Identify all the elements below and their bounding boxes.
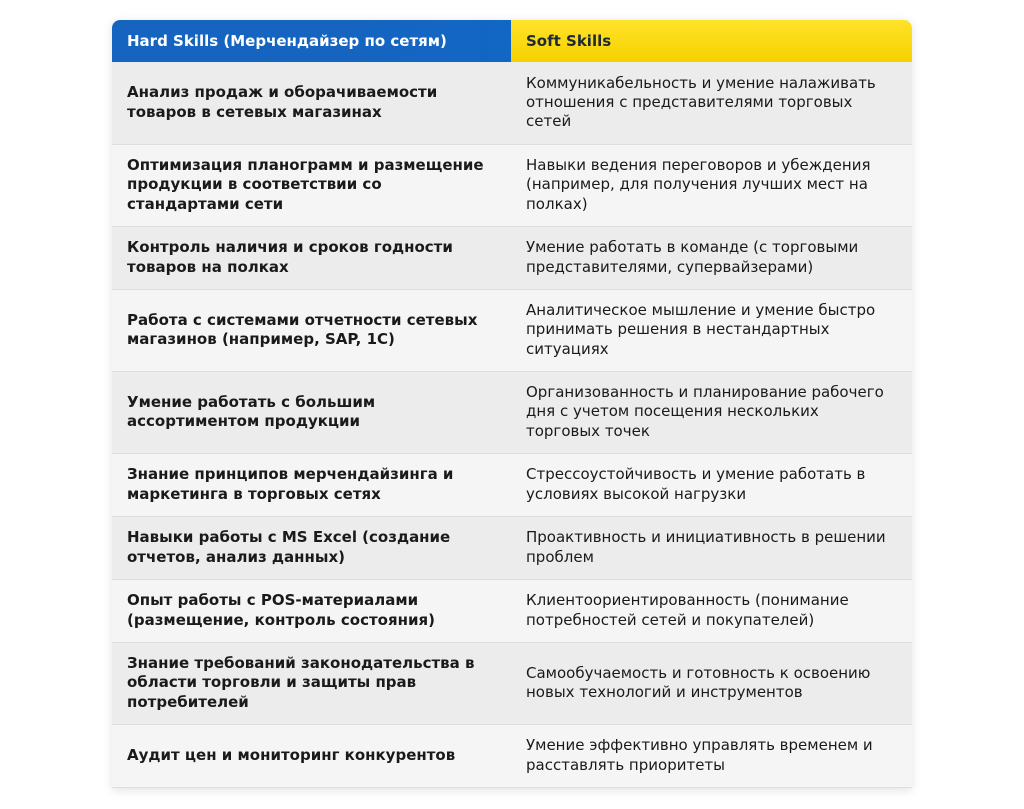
table-row	[112, 453, 912, 516]
hard-skill-cell: Оптимизация планограмм и размещение продукции в соответствии со стандартами сети	[112, 144, 511, 226]
table-body	[112, 62, 912, 787]
soft-skill-cell: Коммуникабельность и умение налаживать отношения с представителями торговых сетей	[511, 62, 912, 144]
soft-skill-cell: Аналитическое мышление и умение быстро принимать решения в нестандартных ситуациях	[511, 289, 912, 371]
soft-skill-cell: Умение работать в команде (с торговыми представителями, супервайзерами)	[511, 226, 912, 289]
skills-table-container	[112, 20, 912, 788]
table-row	[112, 642, 912, 724]
hard-skill-cell: Опыт работы с POS-материалами (размещение, контроль состояния)	[112, 579, 511, 642]
table-row	[112, 371, 912, 453]
table-row	[112, 144, 912, 226]
soft-skill-cell: Самообучаемость и готовность к освоению новых технологий и инструментов	[511, 642, 912, 724]
table-row	[112, 226, 912, 289]
table-row	[112, 724, 912, 787]
table-header	[112, 20, 912, 62]
hard-skill-cell: Контроль наличия и сроков годности товаров на полках	[112, 226, 511, 289]
soft-skill-cell: Навыки ведения переговоров и убеждения (например, для получения лучших мест на полках)	[511, 144, 912, 226]
hard-skill-cell: Знание требований законодательства в области торговли и защиты прав потребителей	[112, 642, 511, 724]
table-row	[112, 62, 912, 144]
hard-skill-cell: Анализ продаж и оборачиваемости товаров в сетевых магазинах	[112, 62, 511, 144]
header-hard-skills: Hard Skills (Мерчендайзер по сетям)	[112, 20, 511, 62]
hard-skill-cell: Умение работать с большим ассортиментом продукции	[112, 371, 511, 453]
table-row	[112, 289, 912, 371]
soft-skill-cell: Организованность и планирование рабочего дня с учетом посещения нескольких торговых точек	[511, 371, 912, 453]
soft-skill-cell: Проактивность и инициативность в решении проблем	[511, 516, 912, 579]
soft-skill-cell: Стрессоустойчивость и умение работать в условиях высокой нагрузки	[511, 453, 912, 516]
header-soft-skills: Soft Skills	[511, 20, 912, 62]
hard-skill-cell: Навыки работы с MS Excel (создание отчетов, анализ данных)	[112, 516, 511, 579]
table-row	[112, 579, 912, 642]
hard-skill-cell: Аудит цен и мониторинг конкурентов	[112, 724, 511, 787]
skills-table	[112, 20, 912, 788]
header-row	[112, 20, 912, 62]
soft-skill-cell: Клиентоориентированность (понимание потребностей сетей и покупателей)	[511, 579, 912, 642]
hard-skill-cell: Знание принципов мерчендайзинга и маркетинга в торговых сетях	[112, 453, 511, 516]
hard-skill-cell: Работа с системами отчетности сетевых магазинов (например, SAP, 1С)	[112, 289, 511, 371]
table-row	[112, 516, 912, 579]
soft-skill-cell: Умение эффективно управлять временем и расставлять приоритеты	[511, 724, 912, 787]
